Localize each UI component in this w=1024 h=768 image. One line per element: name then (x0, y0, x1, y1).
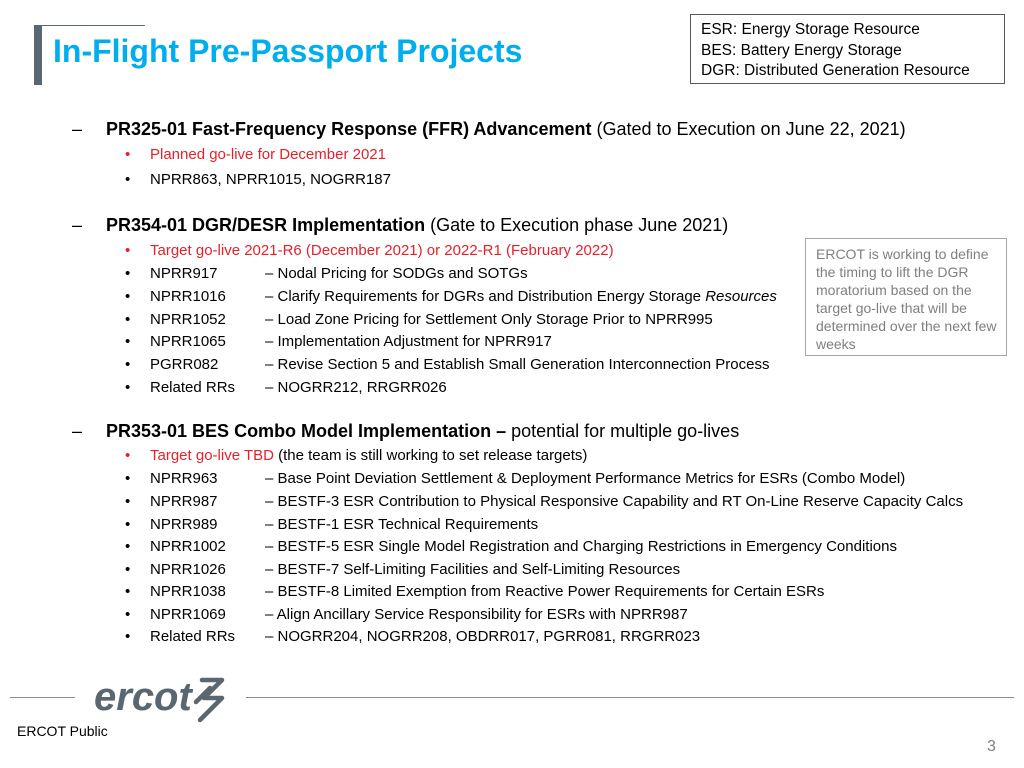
ercot-logo (92, 670, 232, 731)
rr-description: – BESTF-5 ESR Single Model Registration and Charging Restrictions in Emergency Conditions (265, 538, 897, 555)
golive-text: Target go-live 2021-R6 (December 2021) or 2022-R1 (February 2022) (150, 242, 614, 259)
footer-rule-left (10, 697, 75, 698)
golive-text: Target go-live TBD (150, 447, 274, 464)
lightning-bolt-icon (196, 680, 222, 720)
rr-code: NPRR1002 (150, 538, 226, 555)
page-title: In-Flight Pre-Passport Projects (53, 33, 523, 69)
rr-description: – NOGRR204, NOGRR208, OBDRR017, PGRR081, RRGRR023 (265, 628, 701, 645)
dash-marker: – (72, 421, 83, 441)
rr-code: Related RRs (150, 628, 236, 645)
bullet-marker: • (125, 470, 131, 487)
rr-code: NPRR917 (150, 265, 218, 282)
abbreviation-dgr: DGR: Distributed Generation Resource (701, 62, 970, 79)
rr-code: NPRR963 (150, 470, 218, 487)
title-accent-bar (34, 25, 42, 85)
dash-marker: – (72, 215, 83, 235)
rr-description: – Clarify Requirements for DGRs and Distribution Energy Storage (265, 288, 702, 305)
footer-classification: ERCOT Public (17, 723, 108, 739)
abbreviation-bes: BES: Battery Energy Storage (701, 41, 902, 59)
golive-text: Planned go-live for December 2021 (150, 146, 386, 163)
rr-description: – BESTF-3 ESR Contribution to Physical Responsive Capability and RT On-Line Reserve Capacity Calcs (265, 493, 964, 510)
bullet-marker: • (125, 493, 131, 510)
project-title: PR325-01 Fast-Frequency Response (FFR) Advancement (106, 119, 592, 139)
rr-code: Related RRs (150, 379, 236, 396)
bullet-marker: • (125, 583, 131, 600)
rr-code: NPRR1026 (150, 561, 226, 578)
abbreviation-esr: ESR: Energy Storage Resource (701, 21, 920, 38)
rr-description-italic: Resources (701, 288, 777, 305)
bullet-marker: • (125, 288, 131, 305)
bullet-marker: • (125, 447, 131, 464)
footer-rule-right (246, 697, 1014, 698)
bullet-marker: • (125, 146, 131, 163)
bullet-marker: • (125, 265, 131, 282)
bullet-marker: • (125, 333, 131, 350)
golive-note: (the team is still working to set release targets) (273, 447, 588, 464)
ercot-logo-graphic (92, 670, 232, 726)
abbreviation-legend (690, 14, 1005, 84)
rr-code: NPRR987 (150, 493, 218, 510)
rr-code: NPRR863, NPRR1015, NOGRR187 (150, 171, 391, 188)
bullet-marker: • (125, 561, 131, 578)
project-title: PR354-01 DGR/DESR Implementation (106, 215, 426, 235)
rr-description: – Base Point Deviation Settlement & Deployment Performance Metrics for ESRs (Combo Model) (265, 470, 906, 487)
bullet-marker: • (125, 242, 131, 259)
rr-code: NPRR1016 (150, 288, 226, 305)
bullet-marker: • (125, 356, 131, 373)
rr-description: – NOGRR212, RRGRR026 (265, 379, 447, 396)
bullet-marker: • (125, 379, 131, 396)
bullet-marker: • (125, 538, 131, 555)
rr-description: – Nodal Pricing for SODGs and SOTGs (265, 265, 528, 282)
bullet-marker: • (125, 516, 131, 533)
rr-code: PGRR082 (150, 356, 219, 373)
bullet-marker: • (125, 311, 131, 328)
rr-code: NPRR1052 (150, 311, 226, 328)
bullet-marker: • (125, 171, 131, 188)
rr-description: – BESTF-1 ESR Technical Requirements (265, 516, 539, 533)
project-title: PR353-01 BES Combo Model Implementation – (106, 421, 507, 441)
rr-description: – BESTF-8 Limited Exemption from Reactive Power Requirements for Certain ESRs (265, 583, 825, 600)
dash-marker: – (72, 119, 83, 139)
rr-code: NPRR1038 (150, 583, 226, 600)
rr-description: – BESTF-7 Self-Limiting Facilities and Self-Limiting Resources (265, 561, 681, 578)
page-number: 3 (987, 738, 996, 755)
bullet-marker: • (125, 606, 131, 623)
project-status: (Gate to Execution phase June 2021) (425, 215, 729, 235)
project-status: (Gated to Execution on June 22, 2021) (591, 119, 906, 139)
rr-description: – Revise Section 5 and Establish Small Generation Interconnection Process (265, 356, 770, 373)
bullet-marker: • (125, 628, 131, 645)
rr-description: – Implementation Adjustment for NPRR917 (265, 333, 552, 350)
project-status: potential for multiple go-lives (506, 421, 740, 441)
rr-code: NPRR1065 (150, 333, 226, 350)
rr-description: – Align Ancillary Service Responsibility for ESRs with NPRR987 (265, 606, 688, 623)
rr-description: – Load Zone Pricing for Settlement Only Storage Prior to NPRR995 (265, 311, 713, 328)
title-top-rule (42, 25, 145, 26)
rr-code: NPRR989 (150, 516, 218, 533)
rr-code: NPRR1069 (150, 606, 226, 623)
ercot-wordmark: ercot (94, 675, 192, 719)
moratorium-note: ERCOT is working to define the timing to lift the DGR moratorium based on the target go-live that will be determined over the next few weeks (805, 238, 1007, 356)
